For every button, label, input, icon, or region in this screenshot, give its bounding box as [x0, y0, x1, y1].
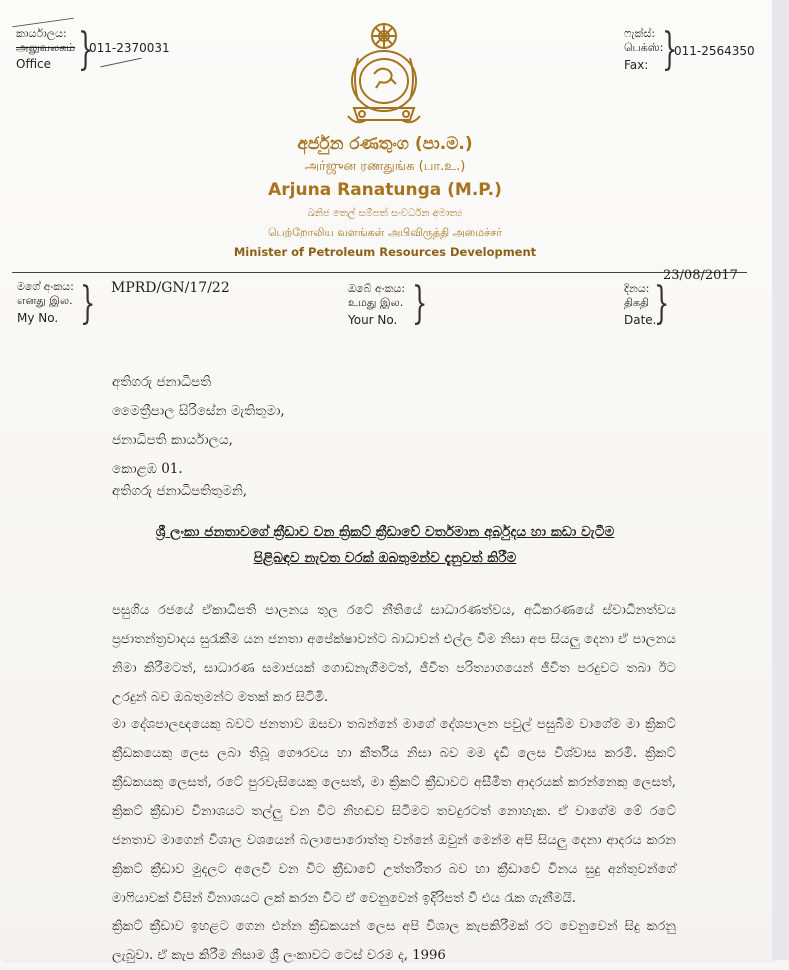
date-label-ta: திகதி: [624, 296, 650, 309]
my-no-label-ta: எனது இல.: [17, 294, 73, 307]
subject-line-1: ශ්‍රී ලංකා ජනතාවගේ ක්‍රීඩාව වන ක්‍රිකට් ක්‍රීඩාවේ වර්තමාන අර්බුදය හා කඩා වැටීම: [155, 524, 615, 540]
subject-line-2: පිළිබඳව නැවත වරක් ඔබතුමන්ව දැනුවත් කිරීම: [253, 550, 517, 566]
fax-label-si: ෆැක්ස්:: [624, 27, 656, 40]
name-tamil: அர்ஜுன ரணதுங்க (பா.உ.): [304, 159, 466, 174]
office-label: [16, 27, 75, 71]
your-no-label: [348, 282, 405, 327]
date-brace: }: [654, 278, 670, 329]
my-no-label-si: මගේ අංකය:: [17, 280, 74, 293]
fax-label: [624, 27, 663, 72]
ink-mark: [100, 58, 141, 68]
ministry-sinhala: ඛනිජ තෙල් සම්පත් සංවර්ධන අමාත්‍ය: [307, 208, 463, 219]
body-paragraph-2: මා දේශපාලඥයෙකු බවට ජනතාව ඔසවා තබන්නේ මාගේ දේශපාලන පවුල් පසුබිම වාගේම මා ක්‍රිකට් ක්‍රීඩකයෙකු ලෙස ලබා තිබූ ගෞරවය හා කීර්තිය නිසා බව මම දැඩි ලෙස විශ්වාස කරමි. ක්‍රිකට් ක්‍රීඩකයකු ලෙසත්, රටේ පුරවැසියෙකු ලෙසත්, මා ක්‍රිකට් ක්‍රීඩාවට අසීමිත ආදරයක් කරන්නෙකු ලෙසත්, ක්‍රිකට් ක්‍රීඩාව විනාශයට තල්ලු වන විට නිහඬව සිටීමට තවදුරටත් නොහැක. ඒ වාගේම මේ රටේ ජනතාව මාගෙන් විශාල වශයෙන් බලාපොරොත්තු වන්නේ ඔවුන් මෙන්ම අපි සියලු දෙනා ආදරය කරන ක්‍රිකට් ක්‍රීඩාව මුදලට අලෙවි වන විට ක්‍රීඩාවේ උත්තරීතර බව හා ක්‍රීඩාවේ විනය සුදු අන්තුවන්ගේ මාෆියාවක් විසින් විනාශයට ලක් කරන විට ඒ වෙනුවෙන් ඉදිරිපත් වී එය රැක ගැනීමයි.: [112, 717, 676, 906]
header-rule: [12, 272, 747, 273]
name-sinhala: අර්ජුන රණතුංග (පා.ම.): [297, 134, 473, 154]
office-label-ta: அலுவலகம்: [16, 41, 76, 54]
my-no-label: [17, 280, 74, 325]
body-paragraph-3: ක්‍රිකට් ක්‍රීඩාව ඉහළට ගෙන එන්න ක්‍රීඩකයන් ලෙස අපි විශාල කැපකිරීමක් රට වෙනුවෙන් සිදු කරනු ලැබුවා. ඒ කැප කිරීම නිසාම ශ්‍රී ලංකාවට ටෙස් වරම ද, 1996: [112, 919, 676, 963]
name-english: Arjuna Ranatunga (M.P.): [268, 180, 502, 200]
office-label-si: කාර්යාලය:: [16, 27, 67, 40]
address-line: ජනාධිපති කාර්යාලය,: [112, 432, 233, 448]
date-value: 23/08/2017: [663, 268, 738, 283]
office-phone: 011-2370031: [89, 41, 170, 55]
office-label-en: Office: [16, 57, 52, 71]
your-no-label-ta: உமது இல.: [348, 296, 404, 309]
ministry-english: Minister of Petroleum Resources Development: [233, 245, 537, 259]
fax-brace: }: [662, 24, 678, 75]
address-line: මෛත්‍රීපාල සිරිසේන මැතිතුමා,: [112, 403, 285, 419]
office-brace: }: [78, 24, 94, 75]
date-label-en: Date.: [624, 313, 657, 327]
fax-label-ta: பெக்ஸ்:: [624, 41, 664, 54]
address-line: අතිගරු ජනාධිපති: [112, 374, 212, 390]
my-no-label-en: My No.: [17, 311, 59, 325]
address-line: කොළඹ 01.: [112, 461, 183, 477]
salutation: අතිගරු ජනාධිපතිතුමනි,: [112, 483, 248, 499]
page-edge: [772, 0, 789, 960]
date-label-si: දිනය:: [624, 282, 650, 295]
date-label: [624, 282, 657, 327]
body-paragraph-1: පසුගිය රජයේ ඒකාධිපති පාලනය තුල රටේ නීතියේ සාධාරණත්වය, අධිකරණයේ ස්වාධීනත්වය ප්‍රජාතන්ත්‍රවාදය සුරැකීම යන ජනතා අපේක්ෂාවන්ට බාධාවන් එල්ල වීම නිසා අප සියලු දෙනා ඒ පාලනය නිමා කිරීමටත්, සාධාරණ සමාජයක් ගොඩනැගීමටත්, ජීවිත පරිත්‍යාගයෙන් ජීවිත පරදුවට තබා ඊට උරදුන් බව ඔබතුමන්ට මතක් කර සිටිමි.: [112, 603, 676, 705]
ink-mark: [12, 18, 74, 28]
your-no-brace: }: [412, 278, 428, 329]
my-no-brace: }: [80, 278, 96, 329]
ministry-tamil: பெற்றோலிய வளங்கள் அபிவிருத்தி அமைச்சர்: [267, 226, 502, 239]
recipient-address: [112, 368, 285, 484]
your-no-label-en: Your No.: [348, 313, 398, 327]
your-no-label-si: ඔබේ අංකය:: [348, 282, 406, 295]
national-emblem-icon: [344, 18, 424, 128]
fax-number: 011-2564350: [674, 44, 755, 58]
my-no-value: MPRD/GN/17/22: [111, 280, 230, 296]
fax-label-en: Fax:: [624, 58, 649, 72]
